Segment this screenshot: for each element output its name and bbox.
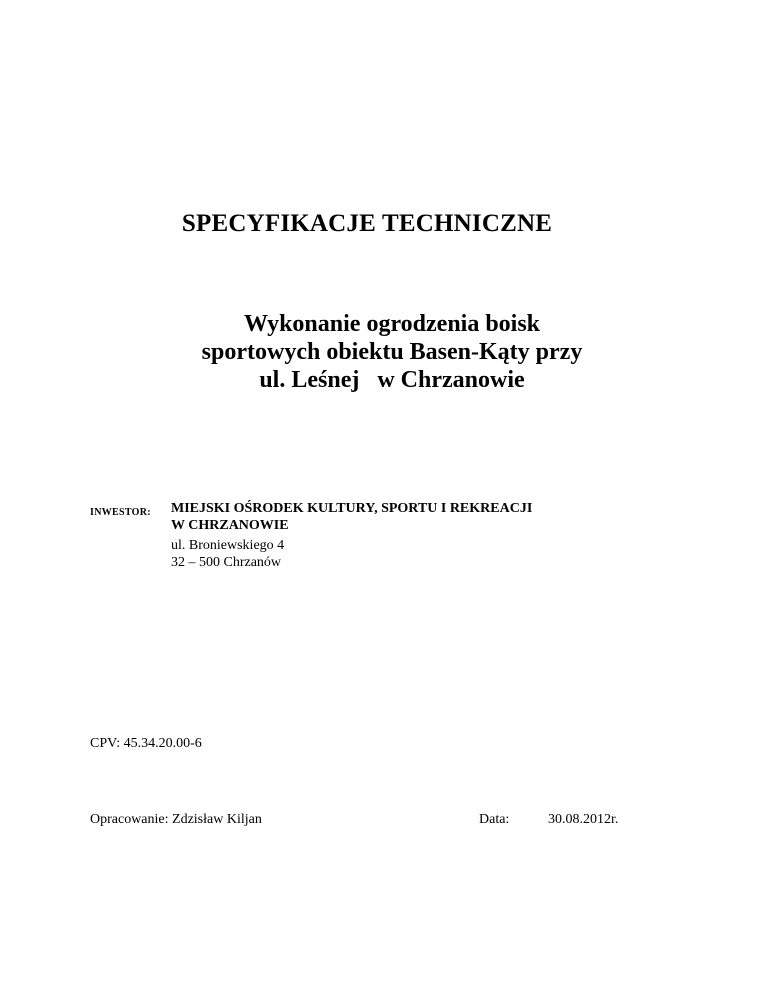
investor-name-line-2: W CHRZANOWIE bbox=[171, 518, 289, 533]
investor-label: INWESTOR: bbox=[90, 507, 151, 518]
investor-street: ul. Broniewskiego 4 bbox=[171, 538, 285, 553]
subject-line-2: sportowych obiektu Basen-Kąty przy bbox=[201, 339, 583, 365]
investor-details bbox=[171, 500, 532, 571]
investor-name-line-1: MIEJSKI OŚRODEK KULTURY, SPORTU I REKREACJI bbox=[171, 501, 533, 516]
investor-name bbox=[171, 500, 532, 534]
subject-line-3: ul. Leśnej w Chrzanowie bbox=[259, 367, 525, 393]
investor-address bbox=[171, 537, 532, 571]
investor-postal-city: 32 – 500 Chrzanów bbox=[171, 555, 282, 570]
document-title: SPECYFIKACJE TECHNICZNE bbox=[181, 210, 553, 237]
date-label: Data: bbox=[479, 812, 510, 827]
subject-line-1: Wykonanie ogrodzenia boisk bbox=[243, 311, 541, 337]
cpv-code: CPV: 45.34.20.00-6 bbox=[90, 736, 202, 751]
project-subject bbox=[150, 310, 634, 394]
date-value: 30.08.2012r. bbox=[548, 812, 619, 827]
prepared-by: Opracowanie: Zdzisław Kiljan bbox=[90, 812, 262, 827]
